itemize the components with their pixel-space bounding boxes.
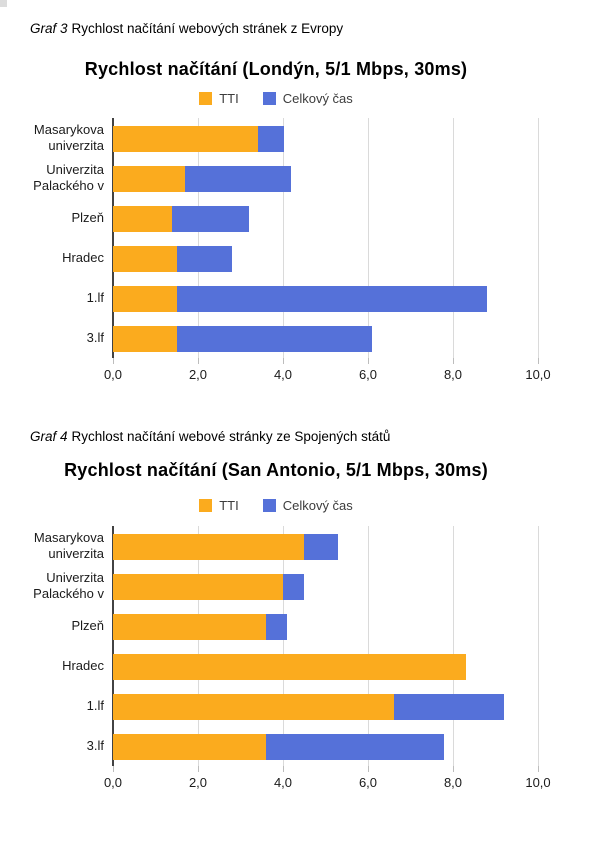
category-label: Hradec (62, 658, 104, 673)
bar-segment-celkovy-cas (177, 326, 372, 352)
category-label: 1.lf (86, 698, 104, 713)
x-tick-label: 4,0 (273, 367, 293, 382)
bar-segment-tti (113, 734, 266, 760)
bar-segment-tti (113, 246, 177, 272)
bar-segment-celkovy-cas (394, 694, 504, 720)
bar-segment-tti (113, 694, 394, 720)
bar-segment-celkovy-cas (266, 614, 287, 640)
caption-text: Rychlost načítání webové stránky ze Spojených států (71, 429, 391, 444)
tick-mark (198, 358, 199, 364)
chart-legend (0, 91, 552, 106)
figure-caption-graf-3 (30, 21, 343, 36)
tick-mark (368, 766, 369, 772)
x-tick-label: 8,0 (443, 775, 463, 790)
gridline (198, 526, 199, 766)
gridline (538, 118, 539, 358)
x-tick-label: 6,0 (358, 367, 378, 382)
caption-label: Graf 4 (30, 429, 68, 444)
chart-title-san-antonio: Rychlost načítání (San Antonio, 5/1 Mbps, 30ms) (64, 460, 488, 480)
category-label: Plzeň (71, 618, 104, 633)
x-tick-label: 0,0 (103, 367, 123, 382)
bar-segment-celkovy-cas (185, 166, 291, 192)
bar-segment-celkovy-cas (304, 534, 338, 560)
category-label: Plzeň (71, 210, 104, 225)
legend-label-celkovy-cas: Celkový čas (282, 498, 353, 513)
legend-item-celkovy-cas (263, 91, 353, 106)
bar-segment-celkovy-cas (177, 246, 232, 272)
bar-segment-tti (113, 206, 172, 232)
category-label: Masarykova univerzita (33, 530, 104, 561)
tick-mark (368, 358, 369, 364)
x-tick-label: 8,0 (443, 367, 463, 382)
gridline (538, 526, 539, 766)
x-tick-label: 6,0 (358, 775, 378, 790)
tick-mark (538, 766, 539, 772)
plot-area-san-antonio (0, 526, 552, 794)
category-label: 3.lf (86, 738, 104, 753)
bar-segment-tti (113, 126, 258, 152)
bar-segment-celkovy-cas (177, 286, 487, 312)
legend-label-tti: TTI (219, 91, 239, 106)
x-tick-label: 2,0 (188, 775, 208, 790)
bar-segment-celkovy-cas (266, 734, 444, 760)
category-label: Hradec (62, 250, 104, 265)
bar-segment-celkovy-cas (258, 126, 284, 152)
category-label: 3.lf (86, 330, 104, 345)
gridline (283, 526, 284, 766)
tick-mark (283, 766, 284, 772)
bar-segment-tti (113, 574, 283, 600)
y-axis-baseline (112, 118, 114, 358)
figure-caption-graf-4 (30, 429, 390, 444)
tick-mark (538, 358, 539, 364)
category-label: 1.lf (86, 290, 104, 305)
category-label: Univerzita Palackého v (33, 570, 104, 601)
bar-segment-tti (113, 614, 266, 640)
tick-mark (198, 766, 199, 772)
caption-text: Rychlost načítání webových stránek z Evropy (71, 21, 344, 36)
tick-mark (453, 766, 454, 772)
x-tick-label: 10,0 (525, 775, 551, 790)
tick-mark (453, 358, 454, 364)
x-tick-label: 10,0 (525, 367, 551, 382)
page-corner-artifact (0, 0, 7, 7)
bar-segment-tti (113, 286, 177, 312)
caption-label: Graf 3 (30, 21, 68, 36)
y-axis-baseline (112, 526, 114, 766)
gridline (198, 118, 199, 358)
tick-mark (283, 358, 284, 364)
gridline (283, 118, 284, 358)
legend-swatch-tti-icon (199, 92, 212, 105)
legend-item-celkovy-cas (263, 498, 353, 513)
x-tick-label: 0,0 (103, 775, 123, 790)
chart-legend (0, 498, 552, 513)
plot-area-london (0, 118, 552, 386)
bar-segment-celkovy-cas (172, 206, 249, 232)
legend-item-tti (199, 91, 239, 106)
bar-segment-tti (113, 654, 466, 680)
bar-segment-tti (113, 326, 177, 352)
tick-mark (113, 766, 114, 772)
legend-label-celkovy-cas: Celkový čas (282, 91, 353, 106)
gridline (453, 526, 454, 766)
category-label: Univerzita Palackého v (33, 162, 104, 193)
legend-swatch-celkovy-cas-icon (263, 92, 276, 105)
gridline (368, 526, 369, 766)
gridline (368, 118, 369, 358)
legend-swatch-tti-icon (199, 499, 212, 512)
legend-label-tti: TTI (219, 498, 239, 513)
bar-segment-tti (113, 166, 185, 192)
chart-title-london: Rychlost načítání (Londýn, 5/1 Mbps, 30ms) (84, 59, 468, 79)
x-tick-label: 4,0 (273, 775, 293, 790)
bar-segment-tti (113, 534, 304, 560)
tick-mark (113, 358, 114, 364)
legend-swatch-celkovy-cas-icon (263, 499, 276, 512)
legend-item-tti (199, 498, 239, 513)
bar-segment-celkovy-cas (283, 574, 304, 600)
gridline (453, 118, 454, 358)
category-label: Masarykova univerzita (33, 122, 104, 153)
x-tick-label: 2,0 (188, 367, 208, 382)
